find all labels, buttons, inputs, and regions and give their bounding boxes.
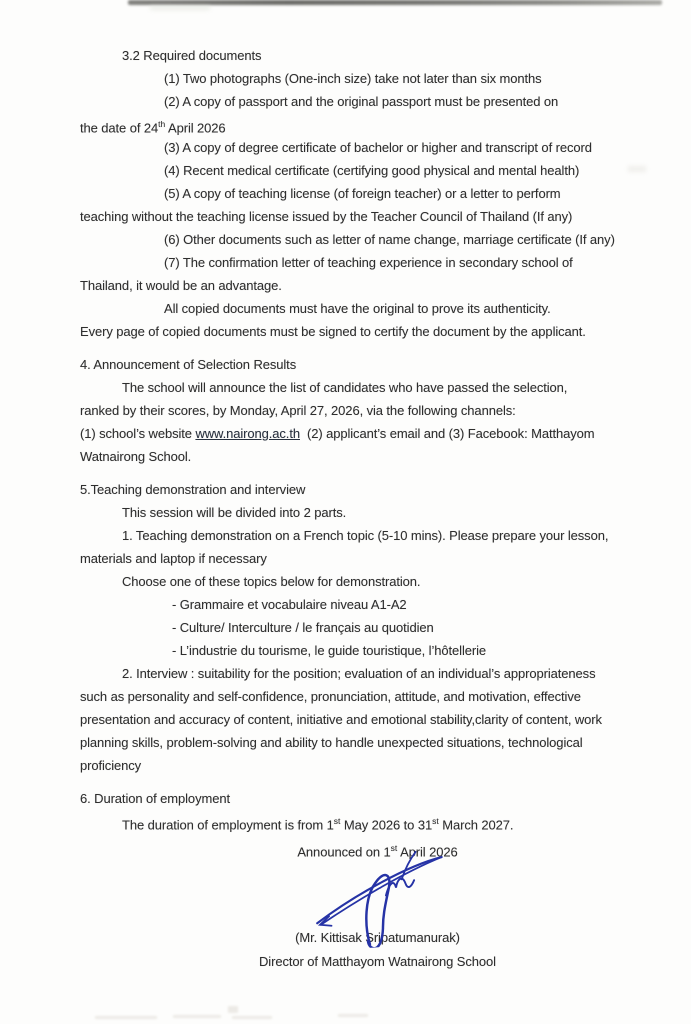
text-run: (1) school’s website [80, 426, 196, 441]
section-heading: 4. Announcement of Selection Results [80, 357, 297, 372]
scan-smudge-artifact [628, 166, 646, 172]
doc-line: (3) A copy of degree certificate of bachelor or higher and transcript of record [164, 140, 592, 155]
signer-name: (Mr. Kittisak Sripatumanurak) [295, 930, 460, 945]
doc-line: such as personality and self-confidence, pronunciation, attitude, and motivation, effective [80, 689, 581, 704]
doc-line [80, 422, 691, 445]
section-teaching-demo-interview [80, 478, 691, 777]
section-heading: 3.2 Required documents [122, 48, 262, 63]
doc-line [80, 810, 691, 833]
signature-space [32, 860, 691, 926]
scan-smudge-artifact [150, 6, 210, 10]
doc-line: planning skills, problem-solving and ability to handle unexpected situations, technological [80, 735, 583, 750]
doc-line: (7) The confirmation letter of teaching experience in secondary school of [164, 255, 573, 270]
announced-date-line [32, 836, 691, 860]
signer-title: Director of Matthayom Watnairong School [259, 954, 496, 969]
superscript: th [158, 119, 166, 129]
document-body [80, 44, 691, 833]
doc-line: (2) A copy of passport and the original passport must be presented on [164, 94, 559, 109]
doc-line: (6) Other documents such as letter of name change, marriage certificate (If any) [164, 232, 615, 247]
doc-line: (1) Two photographs (One-inch size) take not later than six months [164, 71, 542, 86]
scan-smudge-artifact [232, 1016, 272, 1019]
text-run: March 2027. [438, 817, 514, 833]
text-run: Announced on 1 [297, 844, 391, 860]
demo-topic-item: - Culture/ Interculture / le français au quotidien [172, 620, 434, 635]
section-heading: 6. Duration of employment [80, 791, 230, 806]
scan-cutoff-text-artifact [128, 0, 662, 5]
doc-line: This session will be divided into 2 parts. [122, 505, 347, 520]
doc-line: ranked by their scores, by Monday, April 27, 2026, via the following channels: [80, 403, 516, 418]
scan-smudge-artifact [95, 1016, 157, 1019]
text-run: May 2026 to 31 [340, 817, 433, 833]
doc-line: 2. Interview : suitability for the position; evaluation of an individual’s appropriateness [122, 666, 596, 681]
text-run: the date of 24 [80, 120, 159, 136]
school-website-link[interactable]: www.nairong.ac.th [195, 426, 300, 441]
scan-smudge-artifact [338, 1014, 368, 1017]
text-run: The duration of employment is from 1 [122, 817, 334, 833]
signature-block [0, 836, 691, 974]
superscript: st [432, 816, 439, 826]
section-announcement-results [80, 353, 691, 468]
superscript: st [390, 843, 398, 853]
superscript: st [333, 816, 341, 826]
text-run: April 2026 [165, 120, 226, 136]
doc-line [80, 113, 691, 136]
doc-line: Watnairong School. [80, 449, 192, 464]
doc-line: (5) A copy of teaching license (of foreign teacher) or a letter to perform [164, 186, 561, 201]
doc-line: presentation and accuracy of content, initiative and emotional stability,clarity of content, work [80, 712, 602, 727]
doc-line: 1. Teaching demonstration on a French topic (5-10 mins). Please prepare your lesson, [122, 528, 609, 543]
section-duration-employment [80, 787, 691, 833]
doc-line: (4) Recent medical certificate (certifying good physical and mental health) [164, 163, 580, 178]
demo-topic-item: - L’industrie du tourisme, le guide touristique, l’hôtellerie [172, 643, 487, 658]
text-run: (2) applicant’s email and (3) Facebook: Matthayom [299, 426, 595, 441]
doc-line: proficiency [80, 758, 142, 773]
section-required-documents [80, 44, 691, 343]
demo-topic-item: - Grammaire et vocabulaire niveau A1-A2 [172, 597, 407, 612]
doc-line: Thailand, it would be an advantage. [80, 278, 282, 293]
section-heading: 5.Teaching demonstration and interview [80, 482, 306, 497]
scan-smudge-artifact [228, 1006, 238, 1013]
doc-line: teaching without the teaching license issued by the Teacher Council of Thailand (If any) [80, 209, 573, 224]
doc-line: Choose one of these topics below for demonstration. [122, 574, 421, 589]
doc-line: The school will announce the list of candidates who have passed the selection, [122, 380, 568, 395]
doc-line: Every page of copied documents must be signed to certify the document by the applicant. [80, 324, 586, 339]
doc-line: materials and laptop if necessary [80, 551, 267, 566]
text-run: April 2026 [397, 844, 458, 860]
doc-line: All copied documents must have the original to prove its authenticity. [164, 301, 551, 316]
scan-smudge-artifact [173, 1015, 221, 1018]
